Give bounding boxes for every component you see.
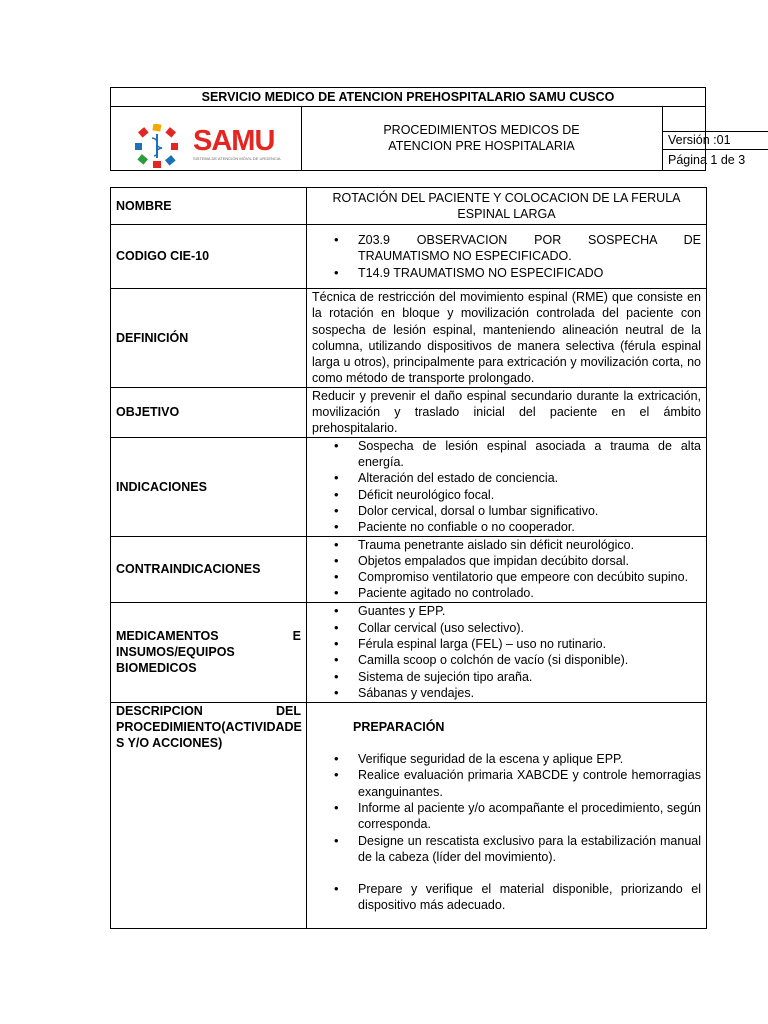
table-row-objetivo <box>111 387 707 437</box>
document-header <box>110 87 746 171</box>
list-item: • Objetos empalados que impidan decúbito dorsal. <box>358 553 701 569</box>
list-item: • Realice evaluación primaria XABCDE y controle hemorragias exanguinantes. <box>358 767 701 800</box>
row-value-definicion: Técnica de restricción del movimiento espinal (RME) que consiste en la rotación en bloque y movilización controlada del paciente con sospecha de lesión espinal, manteniendo alineación neutral de la columna, utilizando dispositivos de manera selectiva (férula espinal larga u otros), principalmente para extricación y movilización corta, no como método de transporte prolongado. <box>307 289 707 388</box>
row-value-medicamentos <box>307 602 707 702</box>
row-label-objetivo: OBJETIVO <box>111 387 307 437</box>
label-part: DESCRIPCION <box>116 703 203 718</box>
row-label-descripcion <box>111 702 307 928</box>
medicamentos-label-line2: INSUMOS/EQUIPOS <box>116 645 235 660</box>
header-empty-cell <box>662 106 768 132</box>
spacer <box>312 865 701 881</box>
list-item: • Sospecha de lesión espinal asociada a trauma de alta energía. <box>358 438 701 471</box>
codigo-list <box>312 232 701 281</box>
list-item: • Sistema de sujeción tipo araña. <box>358 669 701 685</box>
header-center-line1: PROCEDIMIENTOS MEDICOS DE <box>383 123 580 137</box>
list-item: • Déficit neurológico focal. <box>358 487 701 503</box>
table-row-indicaciones <box>111 437 707 536</box>
list-item: • Designe un rescatista exclusivo para la estabilización manual de la cabeza (líder del movimiento). <box>358 833 701 866</box>
table-row-contraindicaciones <box>111 536 707 602</box>
header-center-line2: ATENCION PRE HOSPITALARIA <box>388 139 575 153</box>
samu-logo-text: SAMU <box>193 125 275 157</box>
list-item: • Alteración del estado de conciencia. <box>358 470 701 486</box>
row-value-contraindicaciones <box>307 536 707 602</box>
list-item: • Paciente no confiable o no cooperador. <box>358 519 701 535</box>
descripcion-list <box>312 751 701 865</box>
header-document-type <box>301 106 663 170</box>
descripcion-list-2 <box>312 881 701 914</box>
table-row-codigo <box>111 225 707 289</box>
spacer <box>312 703 701 719</box>
list-item: • T14.9 TRAUMATISMO NO ESPECIFICADO <box>358 265 701 281</box>
contraindicaciones-list <box>312 537 701 602</box>
descripcion-label-line1 <box>116 703 301 719</box>
row-value-descripcion <box>307 702 707 928</box>
list-item: • Collar cervical (uso selectivo). <box>358 620 701 636</box>
header-page-number: Página 1 de 3 <box>668 153 746 167</box>
table-row-descripcion <box>111 702 707 928</box>
row-label-codigo: CODIGO CIE-10 <box>111 225 307 289</box>
logo-cell <box>111 106 302 170</box>
list-item: • Férula espinal larga (FEL) – uso no rutinario. <box>358 636 701 652</box>
medicamentos-label-line3: BIOMEDICOS <box>116 661 197 676</box>
list-item: • Verifique seguridad de la escena y aplique EPP. <box>358 751 701 767</box>
list-item: • Trauma penetrante aislado sin déficit neurológico. <box>358 537 701 553</box>
list-item: • Sábanas y vendajes. <box>358 685 701 701</box>
row-value-indicaciones <box>307 437 707 536</box>
label-part: MEDICAMENTOS <box>116 628 219 643</box>
table-row-medicamentos <box>111 602 707 702</box>
table-row-nombre <box>111 188 707 225</box>
list-item: • Informe al paciente y/o acompañante el procedimiento, según corresponda. <box>358 800 701 833</box>
row-label-nombre: NOMBRE <box>111 188 307 225</box>
medicamentos-list <box>312 603 701 701</box>
samu-star-icon <box>135 124 179 168</box>
list-item: • Prepare y verifique el material disponible, priorizando el dispositivo más adecuado. <box>358 881 701 914</box>
row-label-indicaciones: INDICACIONES <box>111 437 307 536</box>
row-value-objetivo: Reducir y prevenir el daño espinal secundario durante la extricación, movilización y traslado inicial del paciente en el ámbito prehospitalario. <box>307 387 707 437</box>
section-title-preparacion: PREPARACIÓN <box>353 719 445 734</box>
indicaciones-list <box>312 438 701 536</box>
label-part: E <box>292 628 301 643</box>
samu-logo-subtitle: SISTEMA DE ATENCIÓN MÓVIL DE URGENCIA <box>193 156 281 161</box>
row-value-codigo <box>307 225 707 289</box>
row-label-medicamentos <box>111 602 307 702</box>
list-item: • Compromiso ventilatorio que empeore con decúbito supino. <box>358 569 701 585</box>
descripcion-label-line3: S Y/O ACCIONES) <box>116 736 223 751</box>
row-label-definicion: DEFINICIÓN <box>111 289 307 388</box>
medicamentos-label-line1 <box>116 628 301 644</box>
procedure-table <box>110 187 707 929</box>
row-value-nombre: ROTACIÓN DEL PACIENTE Y COLOCACION DE LA FERULA ESPINAL LARGA <box>307 188 707 225</box>
header-title: SERVICIO MEDICO DE ATENCION PREHOSPITALARIO SAMU CUSCO <box>111 88 705 107</box>
list-item: • Dolor cervical, dorsal o lumbar significativo. <box>358 503 701 519</box>
table-row-definicion <box>111 289 707 388</box>
descripcion-label-line2: PROCEDIMIENTO(ACTIVIDADE <box>116 720 302 735</box>
spacer <box>312 735 701 751</box>
list-item: • Guantes y EPP. <box>358 603 701 619</box>
header-version: Versión :01 <box>662 131 768 150</box>
list-item: • Paciente agitado no controlado. <box>358 585 701 601</box>
list-item: • Z03.9 OBSERVACION POR SOSPECHA DE TRAUMATISMO NO ESPECIFICADO. <box>358 232 701 265</box>
row-label-contraindicaciones: CONTRAINDICACIONES <box>111 536 307 602</box>
label-part: DEL <box>276 703 301 718</box>
list-item: • Camilla scoop o colchón de vacío (si disponible). <box>358 652 701 668</box>
